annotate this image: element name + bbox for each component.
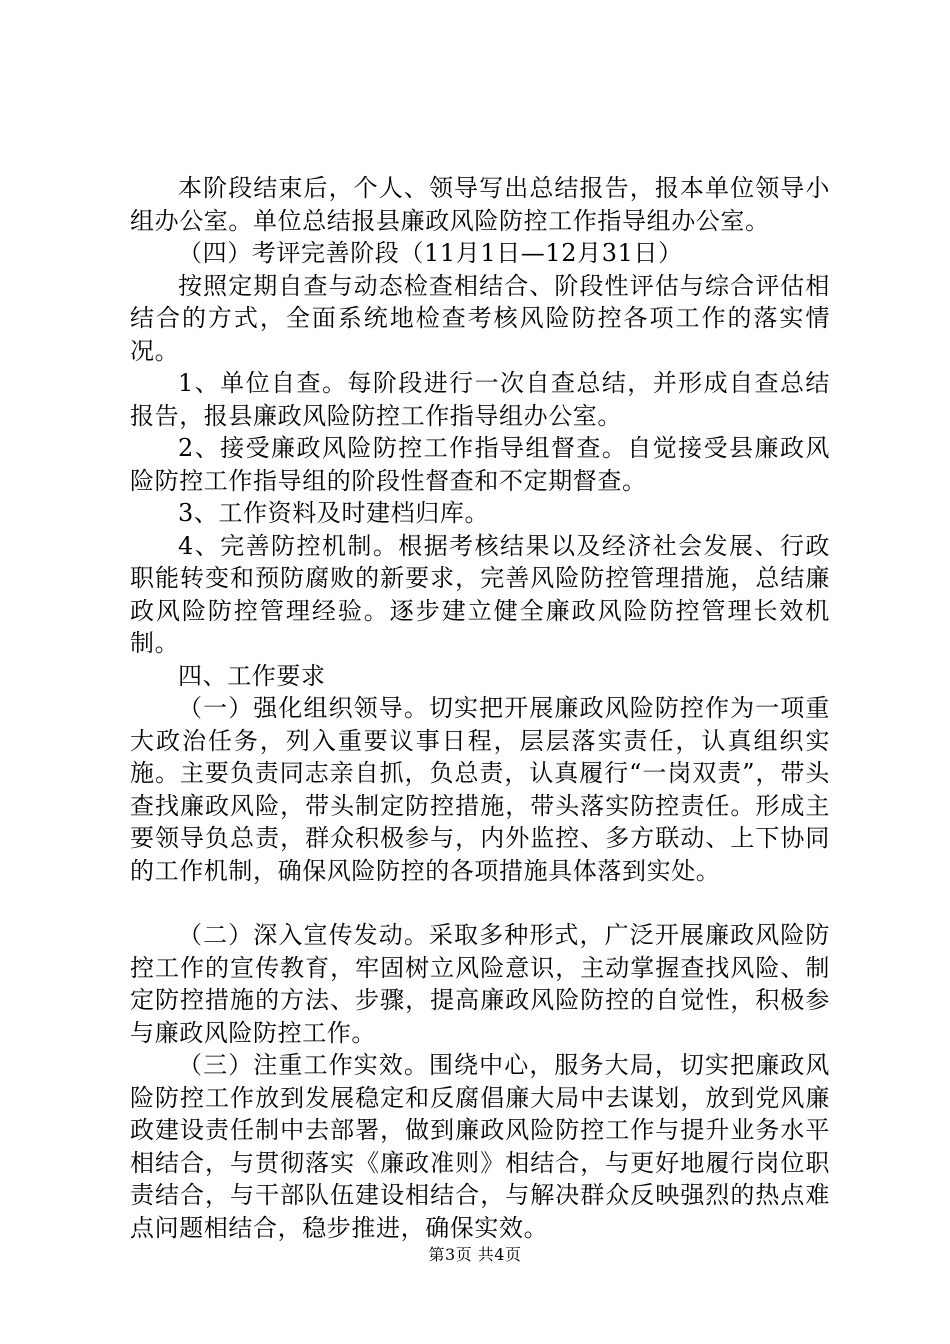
page-number-footer: 第3页 共4页 bbox=[428, 1245, 522, 1264]
paragraph-stage-summary: 本阶段结束后，个人、领导写出总结报告，报本单位领导小组办公室。单位总结报县廉政风险防控工作指导组办公室。 bbox=[130, 174, 830, 235]
paragraph-leadership: （一）强化组织领导。切实把开展廉政风险防控作为一项重大政治任务，列入重要议事日程，层层落实责任，认真组织实施。主要负责同志亲自抓，负总责，认真履行“一岗双责”，带头查找廉政风险，带头制定防控措施，带头落实防控责任。形成主要领导负总责，群众积极参与，内外监控、多方联动、上下协同的工作机制，确保风险防控的各项措施具体落到实处。 bbox=[130, 694, 830, 885]
paragraph-mechanism: 4、完善防控机制。根据考核结果以及经济社会发展、行政职能转变和预防腐败的新要求，完善风险防控管理措施，总结廉政风险防控管理经验。逐步建立健全廉政风险防控管理长效机制。 bbox=[130, 531, 830, 657]
paragraph-effectiveness: （三）注重工作实效。围绕中心，服务大局，切实把廉政风险防控工作放到发展稳定和反腐倡廉大局中去谋划，放到党风廉政建设责任制中去部署，做到廉政风险防控工作与提升业务水平相结合，与贯彻落实《廉政准则》相结合，与更好地履行岗位职责结合，与干部队伍建设相结合，与解决群众反映强烈的热点难点问题相结合，稳步推进，确保实效。 bbox=[130, 1051, 830, 1242]
paragraph-publicity: （二）深入宣传发动。采取多种形式，广泛开展廉政风险防控工作的宣传教育，牢固树立风险意识，主动掌握查找风险、制定防控措施的方法、步骤，提高廉政风险防控的自觉性，积极参与廉政风险防控工作。 bbox=[130, 921, 830, 1047]
paragraph-evaluation-method: 按照定期自查与动态检查相结合、阶段性评估与综合评估相结合的方式，全面系统地检查考核风险防控各项工作的落实情况。 bbox=[130, 271, 830, 365]
heading-work-requirements: 四、工作要求 bbox=[178, 661, 326, 690]
paragraph-gap bbox=[130, 887, 830, 919]
paragraph-archiving: 3、工作资料及时建档归库。 bbox=[178, 499, 490, 527]
paragraph-supervision: 2、接受廉政风险防控工作指导组督查。自觉接受县廉政风险防控工作指导组的阶段性督查和不定期督查。 bbox=[130, 434, 830, 495]
paragraph-self-check: 1、单位自查。每阶段进行一次自查总结，并形成自查总结报告，报县廉政风险防控工作指导组办公室。 bbox=[130, 369, 830, 430]
document-body bbox=[130, 172, 830, 1244]
heading-evaluation-stage: （四）考评完善阶段（11月1日—12月31日） bbox=[178, 239, 683, 267]
